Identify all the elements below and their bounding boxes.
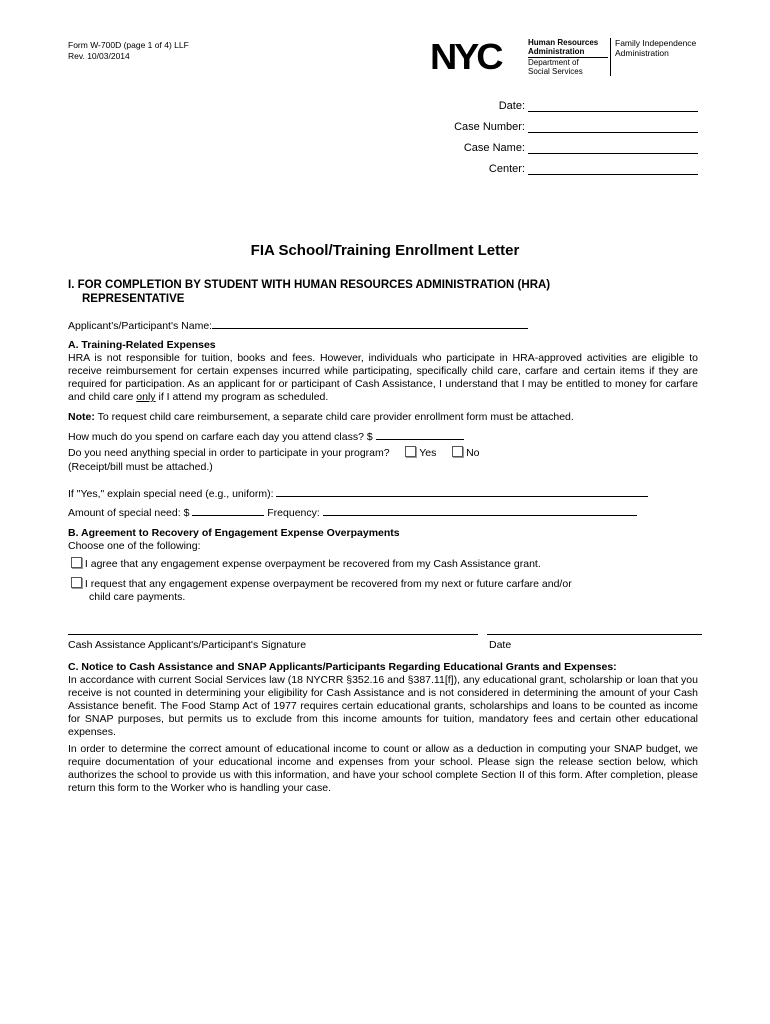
option2-label-line2: child care payments. [89, 591, 186, 603]
note-row [68, 411, 574, 424]
yes-checkbox[interactable] [405, 446, 416, 457]
section-b-choose: Choose one of the following: [68, 540, 201, 552]
frequency-input-line[interactable] [323, 505, 637, 516]
case-name-field[interactable] [464, 142, 698, 154]
section-c-heading: C. Notice to Cash Assistance and SNAP Applicants/Participants Regarding Educational Grants and Expenses: [68, 661, 617, 673]
frequency-label: Frequency: [267, 507, 320, 519]
fia-logo-text [615, 39, 715, 58]
center-label: Center: [488, 163, 525, 175]
form-revision: Rev. 10/03/2014 [68, 51, 130, 61]
case-name-label: Case Name: [463, 142, 525, 154]
case-number-label: Case Number: [454, 121, 525, 133]
center-input-line[interactable] [528, 163, 698, 175]
receipt-note: (Receipt/bill must be attached.) [68, 461, 213, 473]
option1-checkbox[interactable] [71, 557, 82, 568]
section-a-heading: A. Training-Related Expenses [68, 339, 216, 351]
form-number: Form W-700D (page 1 of 4) LLF [68, 40, 189, 50]
signature-date-label: Date [489, 639, 512, 651]
logo-divider [610, 38, 611, 76]
carfare-question: How much do you spend on carfare each day you attend class? $ [68, 431, 373, 443]
option2-label-line1: I request that any engagement expense overpayment be recovered from my next or future carfare and/or [84, 578, 572, 590]
no-checkbox[interactable] [452, 446, 463, 457]
date-field[interactable] [499, 100, 698, 112]
date-input-line[interactable] [528, 100, 698, 112]
hra-logo-text [528, 39, 610, 76]
section1-heading-line2: REPRESENTATIVE [82, 293, 185, 305]
section-a-paragraph [68, 352, 698, 404]
signature-date-line[interactable] [487, 633, 702, 635]
applicant-name-label: Applicant's/Participant's Name: [68, 320, 213, 332]
hra-line2: Administration [528, 46, 585, 56]
section1-heading [68, 278, 688, 306]
signature-label: Cash Assistance Applicant's/Participant's Signature [68, 639, 307, 651]
section-c-paragraph1: In accordance with current Social Services law (18 NYCRR §352.16 and §387.11[f]), any educational grant, scholarship or loan that you receive is not counted in determining your eligibility for Cash Assistance and is not considered in determining the amount of your Cash Assistance benefit. The Food Stamp Act of 1977 requires certain educational grants, scholarships and loans to be counted as income for SNAP purposes, but permits us to exclude from this income amounts for tuition, mandatory fees and certain other educational expenses. [68, 674, 698, 738]
section-a-text: HRA is not responsible for tuition, books and fees. However, individuals who participate in HRA-approved activities are eligible to receive reimbursement for certain expenses incurred while participating, specifically child care, carfare and certain items if they are required for participation. As an applicant for or participant of Cash Assistance, I understand that I may be entitled to money for carfare and child care [68, 352, 698, 403]
option1-row [71, 557, 541, 571]
case-number-field[interactable] [454, 121, 698, 133]
section-a-text-end: if I attend my program as scheduled. [155, 391, 329, 403]
hra-line1: Human Resources [528, 38, 599, 47]
explain-input-line[interactable] [276, 486, 648, 497]
amount-input-line[interactable] [192, 505, 264, 516]
note-label: Note: [68, 411, 95, 423]
carfare-row [68, 429, 464, 444]
dss-line1: Department of [528, 58, 579, 67]
special-need-row [68, 446, 480, 460]
no-label: No [466, 447, 480, 459]
amount-label: Amount of special need: $ [68, 507, 190, 519]
carfare-input-line[interactable] [376, 429, 464, 440]
section-c-paragraph2: In order to determine the correct amount of educational income to count or allow as a deduction in computing your SNAP budget, we require documentation of your educational income and expenses from your school. Please sign the release section below, which authorizes the school to provide us with this information, and have your school complete Section II of this form. After completion, please return this form to the Worker who is handling your case. [68, 743, 698, 794]
yes-label: Yes [419, 447, 437, 459]
form-id [68, 40, 189, 62]
nyc-logo-text: NYC [430, 36, 501, 77]
section1-heading-line1: I. FOR COMPLETION BY STUDENT WITH HUMAN RESOURCES ADMINISTRATION (HRA) [68, 279, 551, 291]
special-need-question: Do you need anything special in order to participate in your program? [68, 447, 390, 459]
note-text: To request child care reimbursement, a separate child care provider enrollment form must be attached. [94, 411, 574, 423]
amount-frequency-row [68, 505, 637, 520]
section-a-only-text: only [136, 391, 156, 403]
option2-checkbox[interactable] [71, 577, 82, 588]
option2-row [71, 577, 572, 591]
fia-line2: Administration [615, 47, 669, 58]
case-number-input-line[interactable] [528, 121, 698, 133]
dss-line2: Social Services [528, 66, 583, 76]
applicant-name-row [68, 318, 528, 333]
nyc-hra-logo [430, 38, 720, 78]
case-name-input-line[interactable] [528, 142, 698, 154]
applicant-name-input-line[interactable] [212, 318, 528, 329]
center-field[interactable] [489, 163, 698, 175]
date-label: Date: [498, 100, 525, 112]
fia-line1: Family Independence [615, 38, 697, 48]
section-b-heading: B. Agreement to Recovery of Engagement Expense Overpayments [68, 527, 400, 539]
signature-line[interactable] [68, 633, 478, 635]
document-title: FIA School/Training Enrollment Letter [250, 242, 520, 259]
explain-row [68, 486, 648, 501]
option1-label: I agree that any engagement expense overpayment be recovered from my Cash Assistance grant. [84, 558, 541, 570]
explain-label: If "Yes," explain special need (e.g., uniform): [68, 488, 274, 500]
